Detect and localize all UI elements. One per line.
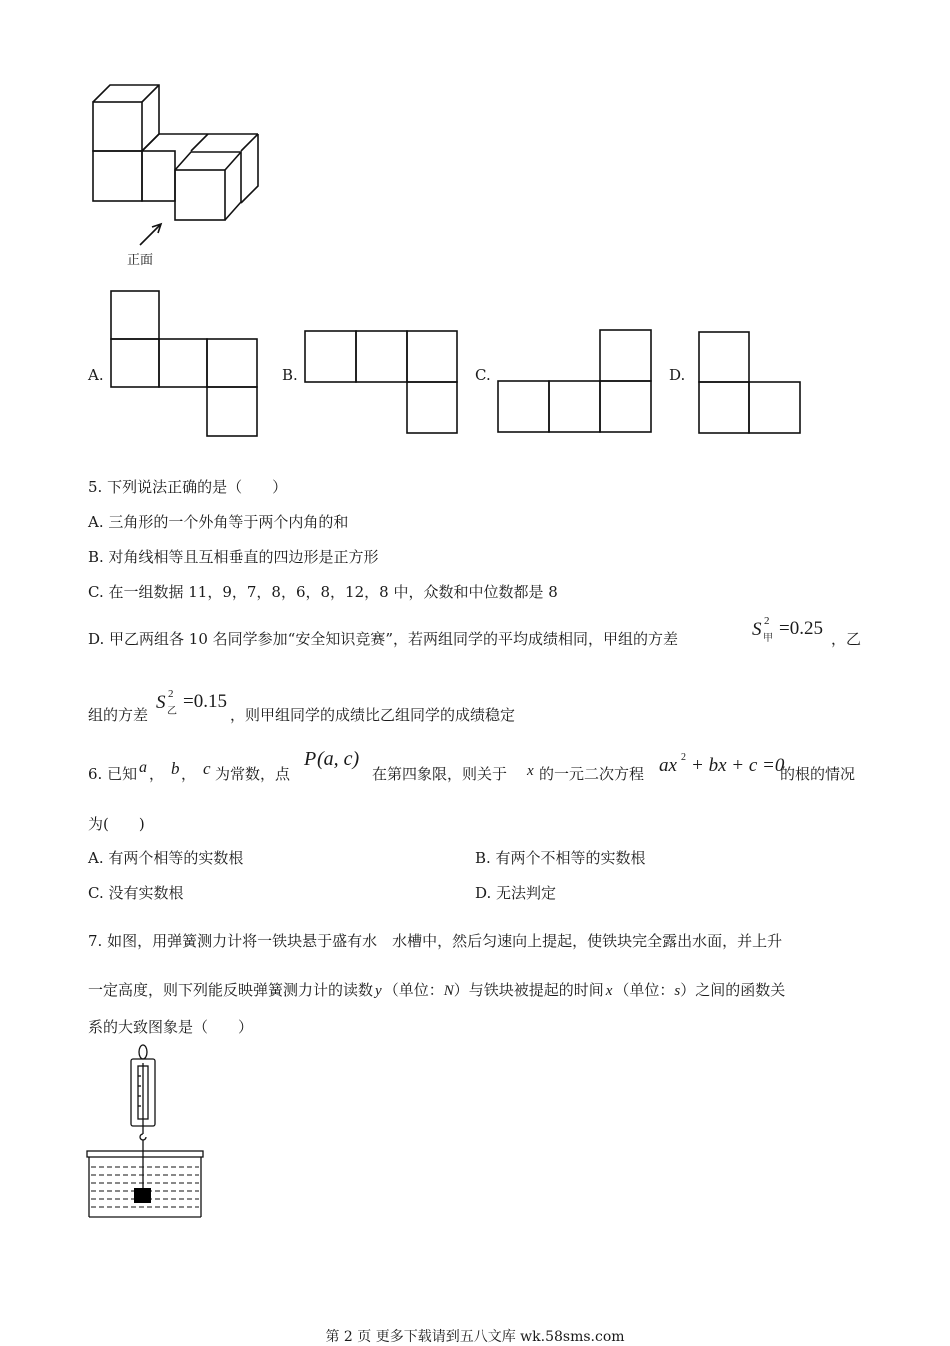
q4-option-a-label[interactable]: A.: [88, 366, 104, 384]
q5-d-text2: 组的方差: [88, 706, 149, 724]
q4-option-d-label[interactable]: D.: [669, 366, 686, 384]
q5-d-text1: D. 甲乙两组各 10 名同学参加“安全知识竞赛”，若两组同学的平均成绩相同，甲组的方差: [88, 630, 678, 648]
q5-option-c[interactable]: C. 在一组数据 11，9，7，8，6，8，12，8 中，众数和中位数都是 8: [88, 583, 558, 601]
q6-option-a[interactable]: A. 有两个相等的实数根: [88, 849, 244, 867]
q5-d-comma-yi: ，乙: [831, 630, 862, 648]
page-footer: 第 2 页 更多下载请到五八文库 wk.58sms.com: [325, 1329, 625, 1345]
q7-stem-line2: 一定高度，则下列能反映弹簧测力计的读数 y （单位：N）与铁块被提起的时间 x （单位：s）之间的函数关: [88, 981, 786, 999]
q6-option-d[interactable]: D. 无法判定: [475, 884, 557, 902]
q5-d-text3: ，则甲组同学的成绩比乙组同学的成绩稳定: [230, 706, 516, 724]
q5-option-a[interactable]: A. 三角形的一个外角等于两个内角的和: [88, 513, 349, 531]
q6-stem-line1: 6. 已知 a ， b ， c 为常数，点 P (a, c) 在第四象限，则关于 x 的一元二次方程 ax 2 + bx + c =0 的根的情况: [88, 748, 856, 783]
q4-option-b-label[interactable]: B.: [282, 366, 298, 384]
q5-option-b[interactable]: B. 对角线相等且互相垂直的四边形是正方形: [88, 548, 379, 566]
q4-option-c-label[interactable]: C.: [475, 366, 491, 384]
front-view-caption: 正面: [127, 253, 154, 268]
q6-option-c[interactable]: C. 没有实数根: [88, 884, 184, 902]
q7-stem-line3: 系的大致图象是（ ）: [88, 1018, 254, 1036]
q7-stem-line1: 7. 如图，用弹簧测力计将一铁块悬于盛有水 水槽中，然后匀速向上提起，使铁块完全露出水面，并上升: [88, 932, 783, 950]
q5-stem: 5. 下列说法正确的是（ ）: [88, 478, 288, 496]
q6-stem-line2: 为( ): [88, 815, 145, 833]
q6-option-b[interactable]: B. 有两个不相等的实数根: [475, 849, 646, 867]
